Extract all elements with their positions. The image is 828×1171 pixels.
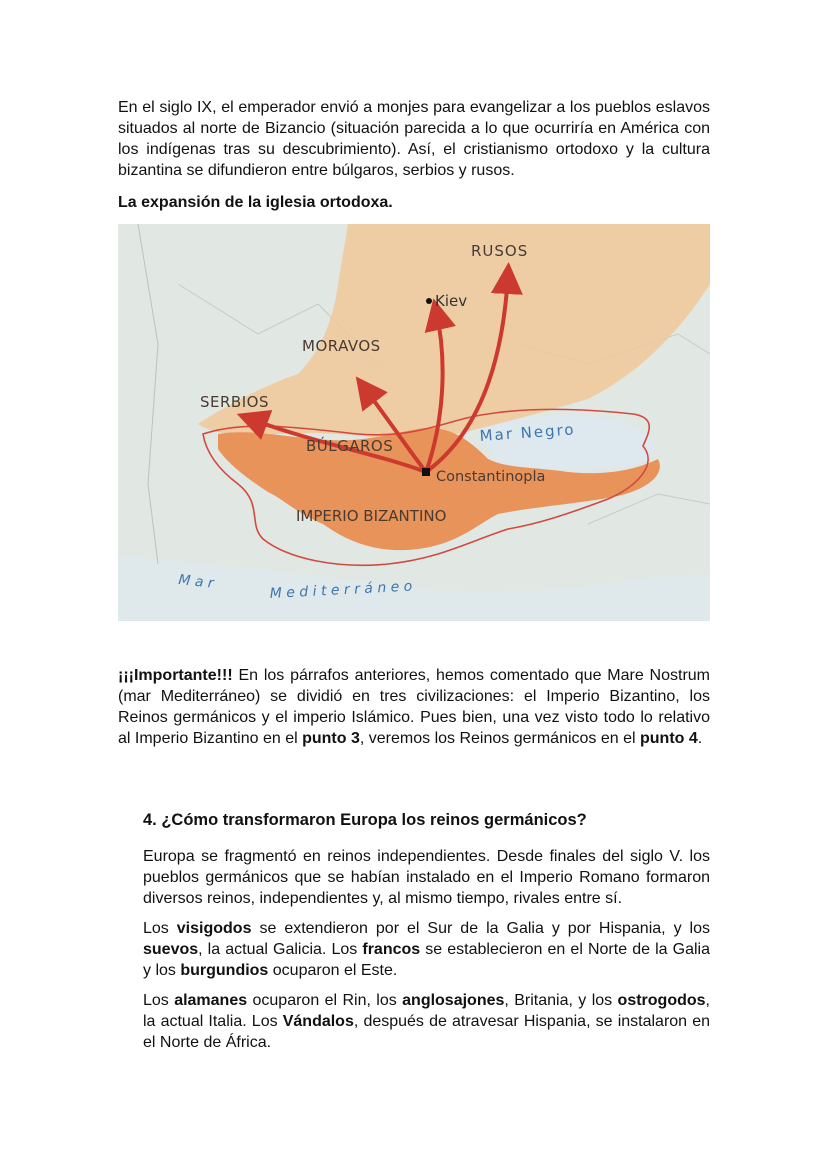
- p2-text: se extendieron por el Sur de la Galia y por Hispania, y los: [251, 920, 710, 937]
- label-constantinopla: Constantinopla: [436, 469, 546, 485]
- kiev-marker: [426, 298, 432, 304]
- label-bulgaros: BÚLGAROS: [306, 437, 394, 455]
- p2-bold: francos: [362, 941, 421, 958]
- section-4-paragraph-1: Europa se fragmentó en reinos independientes. Desde finales del siglo V. los pueblos germánicos que se habían instalado en el Imperio Romano formaron diversos reinos, independientes y, al mismo tiempo, rivales entre sí.: [143, 848, 710, 907]
- p3-bold: alamanes: [174, 992, 248, 1009]
- p3-text: , la actual Italia. Los: [143, 992, 710, 1030]
- intro-paragraph: En el siglo IX, el emperador envió a monjes para evangelizar a los pueblos eslavos situados al norte de Bizancio (situación parecida a lo que ocurriría en América con los indígenas tras su descubrimiento). Así, el cristianismo ortodoxo y la cultura bizantina se difundieron entre búlgaros, serbios y rusos.: [118, 99, 710, 179]
- p2-bold: burgundios: [180, 962, 269, 979]
- map-heading: La expansión de la iglesia ortodoxa.: [118, 194, 393, 211]
- important-bold-1: punto 3: [302, 730, 360, 747]
- p3-text: Los: [143, 992, 175, 1009]
- orthodox-expansion-map: [118, 224, 710, 621]
- p2-bold: suevos: [143, 941, 199, 958]
- label-serbios: SERBIOS: [200, 393, 269, 411]
- constantinople-marker: [422, 468, 430, 476]
- label-imperio-bizantino: IMPERIO BIZANTINO: [296, 507, 447, 525]
- p3-text: , después de atravesar Hispania, se instalaron en el Norte de África.: [143, 1013, 710, 1051]
- important-text-2: , veremos los Reinos germánicos en el: [359, 730, 640, 747]
- section-4-paragraph-2: [143, 918, 710, 981]
- important-bold-2: punto 4: [640, 730, 698, 747]
- p2-text: se establecieron en el Norte de la Galia y los: [143, 941, 711, 979]
- important-text-1: En los párrafos anteriores, hemos comentado que Mare Nostrum (mar Mediterráneo) se dividió en tres civilizaciones: el Imperio Bizantino, los Reinos germánicos y el imperio Islámico. Pues bien, una vez visto todo lo relativo al Imperio Bizantino en el: [118, 667, 710, 747]
- p3-text: ocuparon el Rin, los: [247, 992, 403, 1009]
- section-4-paragraph-3: [143, 990, 710, 1053]
- important-lead: ¡¡¡Importante!!!: [118, 667, 233, 684]
- important-paragraph: [118, 665, 710, 749]
- label-rusos: RUSOS: [471, 242, 529, 260]
- label-mar: M a r: [177, 572, 215, 592]
- section-4-heading: 4. ¿Cómo transformaron Europa los reinos germánicos?: [143, 811, 587, 829]
- p2-bold: visigodos: [176, 920, 252, 937]
- label-moravos: MORAVOS: [302, 337, 381, 355]
- p2-text: , la actual Galicia. Los: [198, 941, 363, 958]
- p3-bold: ostrogodos: [617, 992, 706, 1009]
- p3-bold: anglosajones: [402, 992, 505, 1009]
- p2-text: Los: [143, 920, 177, 937]
- label-kiev: Kiev: [435, 292, 468, 310]
- p2-text: ocuparon el Este.: [268, 962, 398, 979]
- p3-bold: Vándalos: [282, 1013, 354, 1030]
- label-mar-negro: Mar Negro: [479, 420, 577, 445]
- p3-text: , Britania, y los: [504, 992, 618, 1009]
- label-mediterraneo: M e d i t e r r á n e o: [269, 578, 413, 602]
- important-text-3: .: [697, 730, 703, 747]
